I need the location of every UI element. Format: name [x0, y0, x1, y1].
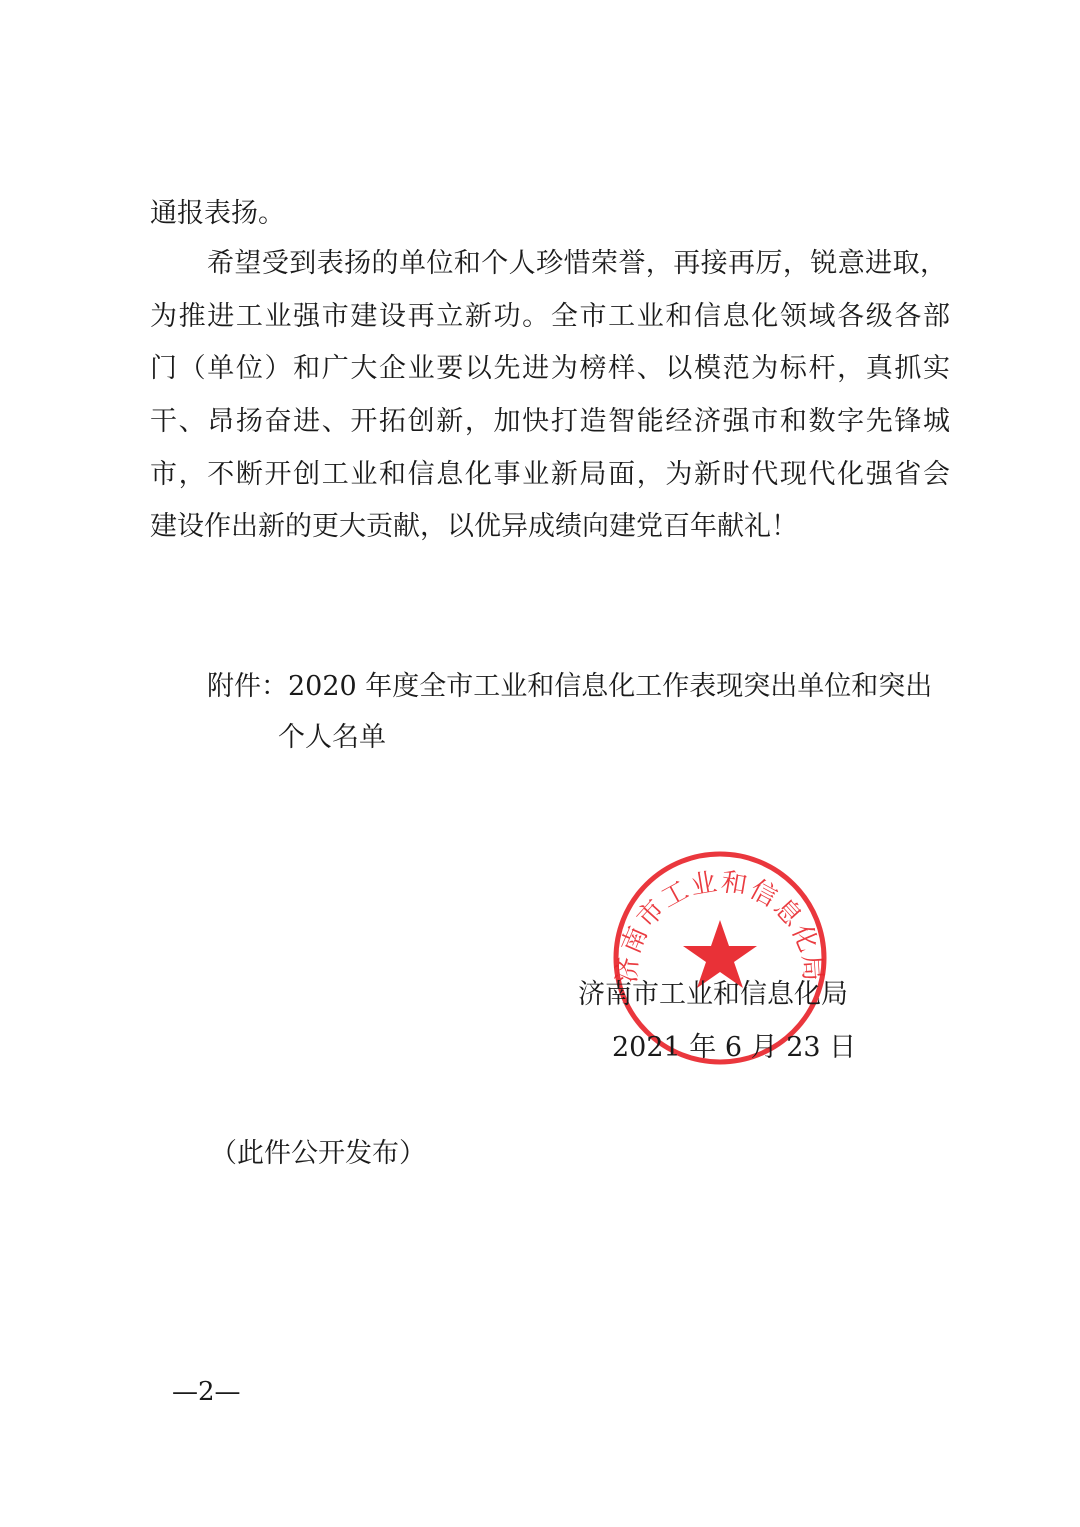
attachment-title-continued: 个人名单: [278, 722, 386, 753]
paragraph-line: 市，不断开创工业和信息化事业新局面，为新时代现代化强省会: [150, 459, 950, 490]
paragraph-line: 门（单位）和广大企业要以先进为榜样、以模范为标杆，真抓实: [150, 353, 950, 384]
publication-note: （此件公开发布）: [210, 1138, 426, 1169]
paragraph-line: 建设作出新的更大贡献，以优异成绩向建党百年献礼！: [150, 511, 798, 542]
paragraph-line: 为推进工业强市建设再立新功。全市工业和信息化领域各级各部: [150, 301, 950, 332]
page-number: —2—: [172, 1377, 241, 1407]
issue-date: 2021 年 6 月 23 日: [612, 1032, 857, 1063]
issuing-organization: 济南市工业和信息化局: [578, 979, 848, 1010]
paragraph-line: 通报表扬。: [150, 198, 285, 229]
attachment-title: 附件：2020 年度全市工业和信息化工作表现突出单位和突出: [207, 671, 933, 702]
paragraph-line: 希望受到表扬的单位和个人珍惜荣誉，再接再厉，锐意进取，: [207, 248, 947, 279]
seal-arc-text: 济南市工业和信息化局: [612, 867, 828, 984]
paragraph-line: 干、昂扬奋进、开拓创新，加快打造智能经济强市和数字先锋城: [150, 406, 950, 437]
